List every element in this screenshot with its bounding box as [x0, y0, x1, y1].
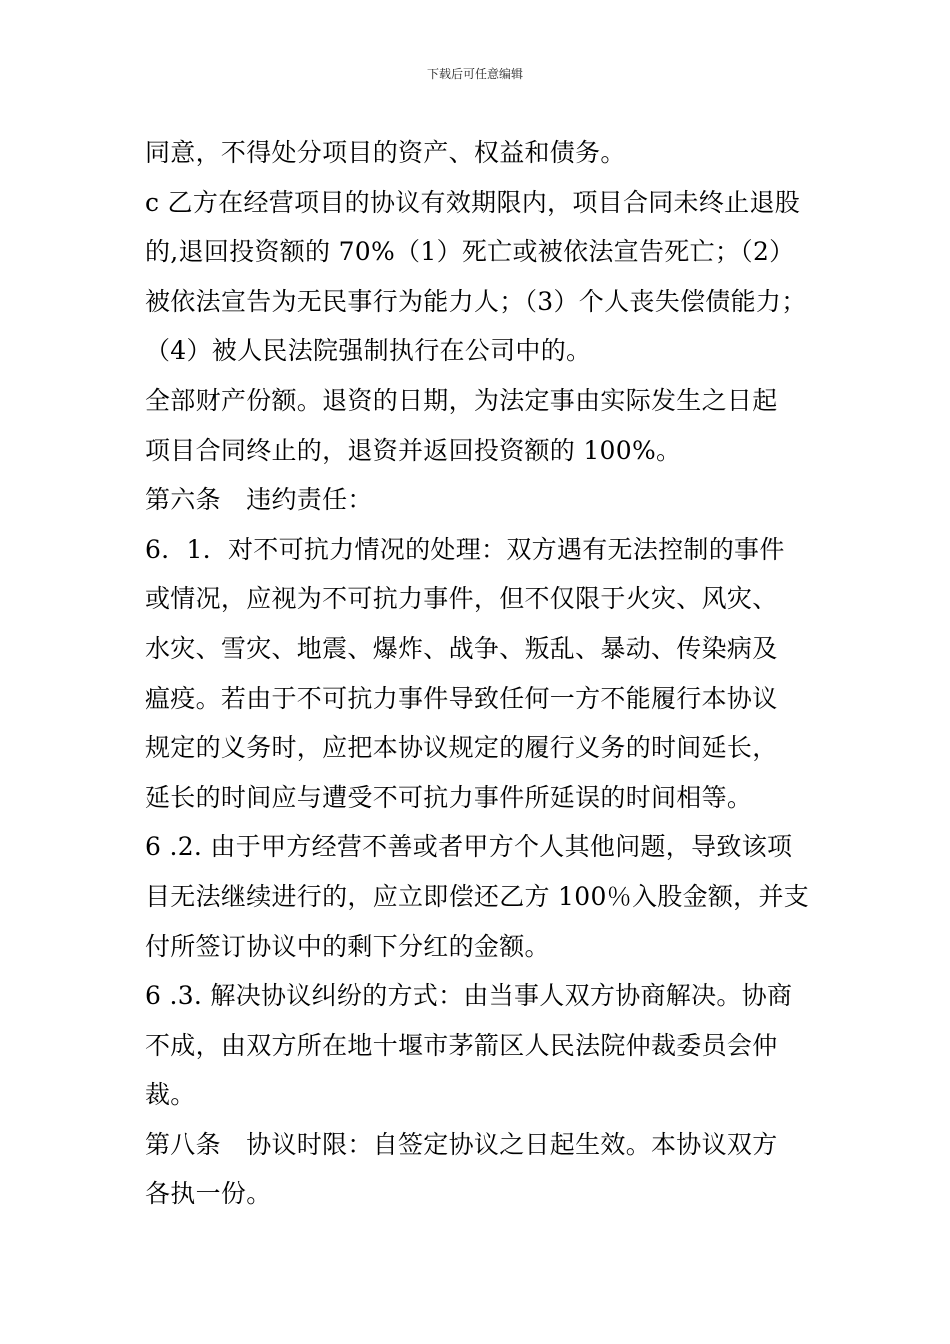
page-header: 下载后可任意编辑 [426, 67, 523, 81]
text-line: 各执一份。 [145, 1179, 272, 1209]
text-line: 目无法继续进行的，应立即偿还乙方 100％入股金额，并支 [145, 881, 810, 911]
article-heading: 第六条 违约责任： [145, 485, 373, 515]
text-line: 被依法宣告为无民事行为能力人；（3）个人丧失偿债能力； [145, 286, 807, 316]
text-line: 全部财产份额。退资的日期，为法定事由实际发生之日起 [145, 385, 778, 415]
text-line: 6 .2. 由于甲方经营不善或者甲方个人其他问题，导致该项 [145, 832, 793, 862]
text-line: 规定的义务时，应把本协议规定的履行义务的时间延长， [145, 733, 778, 763]
text-line: 或情况，应视为不可抗力事件，但不仅限于火灾、风灾、 [145, 584, 778, 614]
text-line: 6 .3. 解决协议纠纷的方式：由当事人双方协商解决。协商 [145, 981, 793, 1011]
text-line: 项目合同终止的，退资并返回投资额的 100%。 [145, 435, 682, 465]
text-line: 水灾、雪灾、地震、爆炸、战争、叛乱、暴动、传染病及 [145, 633, 778, 663]
text-line: 付所签订协议中的剩下分红的金额。 [145, 931, 550, 961]
text-line: 延长的时间应与遭受不可抗力事件所延误的时间相等。 [145, 782, 753, 812]
article-heading: 第八条 协议时限：自签定协议之日起生效。本协议双方 [145, 1129, 778, 1159]
text-line: 瘟疫。若由于不可抗力事件导致任何一方不能履行本协议 [145, 683, 778, 713]
text-line: 的,退回投资额的 70%（1）死亡或被依法宣告死亡；（2） [145, 237, 795, 267]
text-line: （4）被人民法院强制执行在公司中的。 [145, 336, 592, 366]
document-body [145, 128, 825, 1219]
text-line: c 乙方在经营项目的协议有效期限内，项目合同未终止退股 [145, 187, 801, 217]
text-line: 不成，由双方所在地十堰市茅箭区人民法院仲裁委员会仲 [145, 1030, 778, 1060]
text-line: 6．1．对不可抗力情况的处理：双方遇有无法控制的事件 [145, 534, 785, 564]
text-line: 同意，不得处分项目的资产、权益和债务。 [145, 138, 626, 167]
text-line: 裁。 [145, 1080, 196, 1110]
